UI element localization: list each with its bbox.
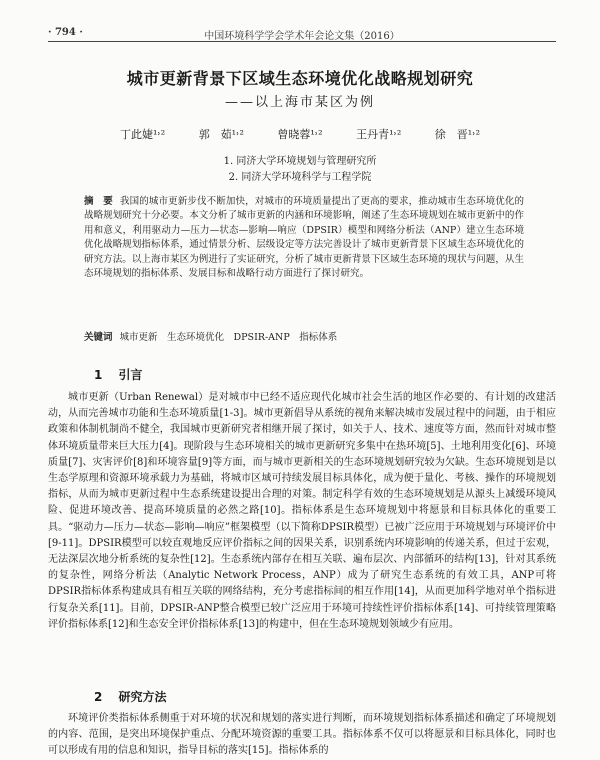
keywords-label: 关键词 [84, 332, 113, 343]
author-name: 徐 晋¹˒² [434, 128, 480, 141]
intro-paragraph: 城市更新（Urban Renewal）是对城市中已经不适应现代化城市社会生活的地区作必要的、有计划的改建活动，从而完善城市功能和生态环境质量[1-3]。城市更新倡导从系统的视角来解决城市发展过程中的问题，由于相应政策和体制机制尚不健全，我国城市更新研究者相继开展了探讨，如关于人、技术、速度等方面，然而针对城市整体环境质量带来巨大压力[4]。现阶段与生态环境相关的城市更新研究多集中在热环境[5]、土地利用变化[6]、环境质量[7]、灾害评价[8]和环境容量[9]等方面，而与城市更新相关的生态环境规划研究较为欠缺。生态环境规划是以生态学原理和资源环境承载力为基础，将城市区域可持续发展目标具体化，成为便于量化、考核、操作的环境规划指标，从而为城市更新过程中生态系统建设提出合理的对策。制定科学有效的生态环境规划是从源头上减缓环境风险、促进环境改善、提高环境质量的必然之路[10]。指标体系是生态环境规划中将愿景和目标具体化的重要工具。“驱动力—压力—状态—影响—响应”框架模型（以下简称DPSIR模型）已被广泛应用于环境规划与环境评价中[9-11]。DPSIR模型可以较直观地反应评价指标之间的因果关系，识别系统内环境影响的传递关系，但过于宏观，无法深层次地分析系统的复杂性[12]。生态系统内部存在相互关联、遍布层次、内部循环的结构[13]，针对其系统的复杂性，网络分析法（Analytic Network Process，ANP）成为了研究生态系统的有效工具，ANP可将DPSIR指标体系构建成具有相互关联的网络结构，充分考虑指标间的相互作用[14]，从而更加科学地对单个指标进行复杂关系[11]。目前，DPSIR-ANP整合模型已较广泛应用于环境可持续性评价指标体系[14]、可持续管理策略评价指标体系[12]和生态安全评价指标体系[13]的构建中，但在生态环境规划领域少有应用。 [48, 392, 556, 630]
affiliation-1: 1. 同济大学环境规划与管理研究所 [223, 156, 377, 167]
journal-title: 中国环境科学学会学术年会论文集（2016） [204, 31, 400, 42]
abstract-text: 我国的城市更新步伐不断加快，对城市的环境质量提出了更高的要求，推动城市生态环境优化的战略规划研究十分必要。本文分析了城市更新的内涵和环境影响，阐述了生态环境规划在城市更新中的作用和意义，利用驱动力—压力—状态—影响—响应（DPSIR）模型和网络分析法（ANP）建立生态环境优化战略规划指标体系，通过情景分析、层级设定等方法完善设计了城市更新背景下区域生态环境优化的研究方法。以上海市某区为例进行了实证研究，分析了城市更新背景下区域生态环境的现状与问题，从生态环境规划的指标体系、发展目标和战略行动方面进行了探讨研究。 [84, 196, 524, 280]
author-name: 丁此婕¹˒² [119, 128, 166, 141]
section-title: 研究方法 [118, 690, 167, 704]
article-subtitle: ——以上海市某区为例 [224, 95, 375, 110]
methods-paragraph: 环境评价类指标体系侧重于对环境的状况和规划的落实进行判断，而环境规划指标体系描述和确定了环境规划的内容、范围，是突出环境保护重点、分配环境资源的重要工具。指标体系不仅可以将愿景和目标具体化，同时也可以形成有用的信息和知识，指导目标的落实[15]。指标体系的 [48, 713, 556, 757]
section-heading-intro [94, 366, 143, 383]
abstract-label: 摘 要 [84, 196, 113, 207]
section-number: 2 [94, 690, 103, 704]
author-name: 曾晓蓉¹˒² [277, 128, 323, 141]
keywords-text: 城市更新 生态环境优化 DPSIR-ANP 指标体系 [119, 332, 338, 343]
running-header [48, 25, 556, 42]
section-heading-methods [94, 688, 167, 705]
page-number: · 794 · [48, 27, 83, 38]
author-list [0, 126, 600, 142]
article-title: 城市更新背景下区域生态环境优化战略规划研究 [126, 69, 474, 88]
section-number: 1 [94, 368, 103, 382]
section-title: 引言 [118, 368, 143, 382]
keywords [84, 331, 524, 345]
abstract [84, 195, 524, 281]
author-name: 郭 茹¹˒² [198, 128, 244, 141]
author-name: 王丹青¹˒² [356, 128, 402, 141]
affiliation-2: 2. 同济大学环境科学与工程学院 [228, 172, 372, 183]
